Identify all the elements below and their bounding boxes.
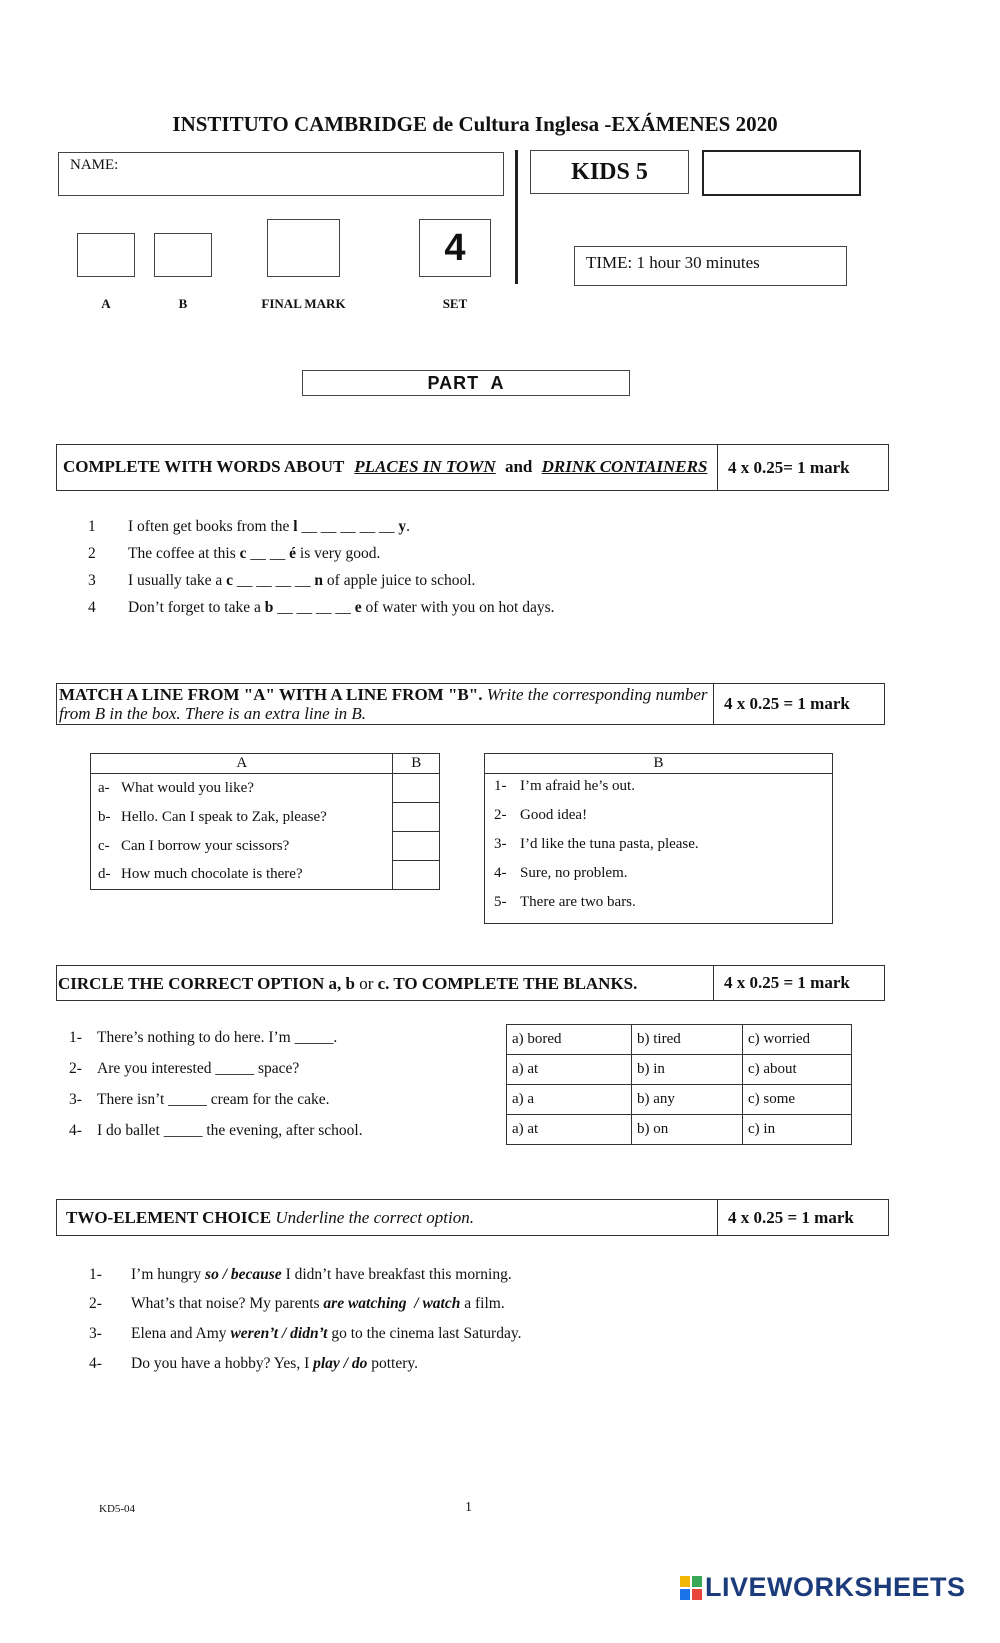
option-b[interactable]: b) any xyxy=(632,1085,743,1115)
option-b[interactable]: b) on xyxy=(632,1115,743,1145)
label-a: A xyxy=(101,296,111,311)
final-mark-box[interactable] xyxy=(267,219,340,277)
match-answer-box[interactable] xyxy=(393,774,440,803)
option-a[interactable]: a) at xyxy=(507,1115,632,1145)
section1-header xyxy=(56,444,889,491)
match-row-a xyxy=(91,861,440,890)
level-label: KIDS 5 xyxy=(571,158,648,185)
match-b-number: 4- xyxy=(494,865,507,881)
match-a-text: What would you like? xyxy=(121,779,254,796)
score-box[interactable] xyxy=(702,150,861,196)
word-end-letter: n xyxy=(314,572,324,589)
section1-topic2: DRINK CONTAINERS xyxy=(541,457,708,476)
section2-heading: MATCH A LINE FROM "A" WITH A LINE FROM "B". xyxy=(59,685,483,704)
match-a-cell xyxy=(91,774,393,803)
question-item xyxy=(69,1091,330,1109)
match-a-text: Can I borrow your scissors? xyxy=(121,837,290,854)
label-set: SET xyxy=(442,296,468,311)
question-text: I do ballet _____ the evening, after school. xyxy=(97,1122,363,1139)
option-b[interactable]: b) in xyxy=(632,1055,743,1085)
choice-options[interactable]: are watching / watch xyxy=(323,1295,461,1312)
set-box xyxy=(419,219,491,277)
match-a-text: How much chocolate is there? xyxy=(121,866,303,883)
section4-instruction: Underline the correct option. xyxy=(271,1208,474,1227)
match-a-letter: c- xyxy=(98,837,110,854)
question-item xyxy=(69,1122,363,1140)
question-item xyxy=(88,599,555,617)
match-table-a xyxy=(90,753,440,890)
question-text: The coffee at this xyxy=(128,545,240,562)
score-b-box[interactable] xyxy=(154,233,212,277)
brand-name: LIVEWORKSHEETS xyxy=(705,1572,966,1602)
match-b-item xyxy=(485,774,832,803)
match-b-item xyxy=(485,803,832,832)
match-answer-box[interactable] xyxy=(393,832,440,861)
word-start-letter: b xyxy=(264,599,274,616)
question-text-end: of apple juice to school. xyxy=(323,572,476,589)
word-start-letter: c xyxy=(239,545,247,562)
match-b-number: 1- xyxy=(494,778,507,794)
section2-header xyxy=(56,683,885,725)
name-field[interactable] xyxy=(58,152,504,196)
section3-heading-end: c. TO COMPLETE THE BLANKS. xyxy=(373,974,638,993)
part-a-text: PART A xyxy=(427,372,505,393)
section3-or: or xyxy=(359,974,374,993)
option-c[interactable]: c) in xyxy=(743,1115,852,1145)
section2-instruction: Write the corresponding number xyxy=(482,685,708,704)
question-number: 2- xyxy=(69,1060,82,1077)
match-b-item xyxy=(485,861,832,890)
section2-instruction-line2: from B in the box. There is an extra line in B. xyxy=(59,704,367,723)
section1-marks: 4 x 0.25= 1 mark xyxy=(717,445,888,490)
question-text: I often get books from the xyxy=(128,518,294,535)
question-text-end: a film. xyxy=(460,1295,505,1312)
question-number: 3- xyxy=(69,1091,82,1108)
choice-options[interactable]: play / do xyxy=(313,1355,368,1372)
section3-marks: 4 x 0.25 = 1 mark xyxy=(713,966,884,1000)
match-answer-box[interactable] xyxy=(393,861,440,890)
match-a-cell xyxy=(91,861,393,890)
match-b-number: 5- xyxy=(494,894,507,910)
option-b[interactable]: b) tired xyxy=(632,1025,743,1055)
section2-marks: 4 x 0.25 = 1 mark xyxy=(713,684,884,724)
set-value: 4 xyxy=(444,226,466,269)
document-title: INSTITUTO CAMBRIDGE de Cultura Inglesa -EXÁMENES 2020 xyxy=(172,112,778,136)
answer-blank[interactable]: __ __ __ __ xyxy=(273,599,355,616)
word-end-letter: y xyxy=(398,518,407,535)
question-text-end: pottery. xyxy=(367,1355,419,1372)
question-number: 4- xyxy=(69,1122,82,1139)
question-text: There isn’t _____ cream for the cake. xyxy=(97,1091,330,1108)
header-divider xyxy=(515,150,518,284)
question-text: Elena and Amy xyxy=(131,1325,231,1342)
match-b-item xyxy=(485,890,832,919)
question-text: Do you have a hobby? Yes, I xyxy=(131,1355,314,1372)
word-start-letter: l xyxy=(293,518,298,535)
question-text-end: . xyxy=(406,518,410,535)
options-row xyxy=(507,1115,852,1145)
option-a[interactable]: a) a xyxy=(507,1085,632,1115)
match-a-letter: a- xyxy=(98,779,110,796)
question-item xyxy=(88,518,410,536)
question-number: 1- xyxy=(89,1266,102,1283)
section3-heading: CIRCLE THE CORRECT OPTION a, b xyxy=(58,974,360,993)
level-box xyxy=(530,150,689,194)
answer-blank[interactable]: __ __ __ __ __ xyxy=(297,518,399,535)
options-row xyxy=(507,1085,852,1115)
match-b-text: I’d like the tuna pasta, please. xyxy=(520,836,699,852)
section1-and: and xyxy=(504,457,533,476)
question-text-end: go to the cinema last Saturday. xyxy=(327,1325,522,1342)
options-row xyxy=(507,1025,852,1055)
match-b-text: There are two bars. xyxy=(520,894,636,910)
question-text-end: is very good. xyxy=(296,545,381,562)
label-final-mark: FINAL MARK xyxy=(261,296,346,311)
option-a[interactable]: a) at xyxy=(507,1055,632,1085)
question-text: I usually take a xyxy=(128,572,227,589)
question-text: Don’t forget to take a xyxy=(128,599,265,616)
question-item xyxy=(69,1060,299,1078)
time-label: TIME: 1 hour 30 minutes xyxy=(586,253,760,272)
match-b-number: 3- xyxy=(494,836,507,852)
question-item xyxy=(89,1325,521,1343)
option-c[interactable]: c) worried xyxy=(743,1025,852,1055)
question-text: Are you interested _____ space? xyxy=(97,1060,300,1077)
match-a-cell xyxy=(91,803,393,832)
page-number: 1 xyxy=(465,1500,472,1515)
footer-code: KD5-04 xyxy=(99,1503,136,1515)
question-number: 1- xyxy=(69,1029,82,1046)
match-b-number: 2- xyxy=(494,807,507,823)
label-b: B xyxy=(178,296,188,311)
question-item xyxy=(89,1355,418,1373)
liveworksheets-icon xyxy=(679,1575,703,1601)
question-number: 4 xyxy=(88,599,96,616)
section1-heading: COMPLETE WITH WORDS ABOUT xyxy=(63,457,345,476)
match-answer-box[interactable] xyxy=(393,803,440,832)
question-text: What’s that noise? My parents xyxy=(131,1295,324,1312)
section1-topic1: PLACES IN TOWN xyxy=(354,457,496,476)
match-b-text: Good idea! xyxy=(520,807,588,823)
option-c[interactable]: c) about xyxy=(743,1055,852,1085)
choice-options[interactable]: weren’t / didn’t xyxy=(230,1325,328,1342)
match-a-text: Hello. Can I speak to Zak, please? xyxy=(121,808,327,825)
answer-blank[interactable]: __ __ xyxy=(246,545,290,562)
options-table xyxy=(506,1024,852,1145)
score-a-box[interactable] xyxy=(77,233,135,277)
name-label: NAME: xyxy=(70,157,119,173)
word-end-letter: é xyxy=(289,545,297,562)
question-number: 3 xyxy=(88,572,96,589)
question-number: 2 xyxy=(88,545,96,562)
section3-header xyxy=(56,965,885,1001)
answer-blank[interactable]: __ __ __ __ xyxy=(233,572,315,589)
match-b-item xyxy=(485,832,832,861)
section4-marks: 4 x 0.25 = 1 mark xyxy=(717,1200,888,1235)
b-list-header: B xyxy=(485,754,833,774)
question-number: 4- xyxy=(89,1355,102,1372)
word-end-letter: e xyxy=(354,599,362,616)
col-a-header: A xyxy=(91,754,393,774)
word-start-letter: c xyxy=(226,572,234,589)
question-text: I’m hungry xyxy=(131,1266,206,1283)
match-row-a xyxy=(91,803,440,832)
question-text: There’s nothing to do here. I’m _____. xyxy=(97,1029,338,1046)
question-item xyxy=(88,545,380,563)
question-text-end: I didn’t have breakfast this morning. xyxy=(281,1266,512,1283)
option-c[interactable]: c) some xyxy=(743,1085,852,1115)
match-a-letter: d- xyxy=(98,866,111,883)
question-number: 3- xyxy=(89,1325,102,1342)
question-item xyxy=(89,1295,505,1313)
question-number: 2- xyxy=(89,1295,102,1312)
match-row-a xyxy=(91,774,440,803)
question-item xyxy=(69,1029,337,1047)
question-number: 1 xyxy=(88,518,96,535)
option-a[interactable]: a) bored xyxy=(507,1025,632,1055)
question-text-end: of water with you on hot days. xyxy=(361,599,555,616)
choice-options[interactable]: so / because xyxy=(205,1266,282,1283)
match-a-letter: b- xyxy=(98,808,111,825)
match-b-text: I’m afraid he’s out. xyxy=(520,778,635,794)
part-a-label xyxy=(302,370,630,396)
match-b-text: Sure, no problem. xyxy=(520,865,628,881)
brand-logo xyxy=(679,1572,966,1603)
section4-header xyxy=(56,1199,889,1236)
match-row-a xyxy=(91,832,440,861)
col-b-header: B xyxy=(393,754,440,774)
question-item xyxy=(88,572,475,590)
options-row xyxy=(507,1055,852,1085)
section4-heading: TWO-ELEMENT CHOICE xyxy=(66,1208,272,1227)
match-table-b xyxy=(484,753,833,924)
question-item xyxy=(89,1266,512,1284)
time-box xyxy=(574,246,847,286)
match-a-cell xyxy=(91,832,393,861)
